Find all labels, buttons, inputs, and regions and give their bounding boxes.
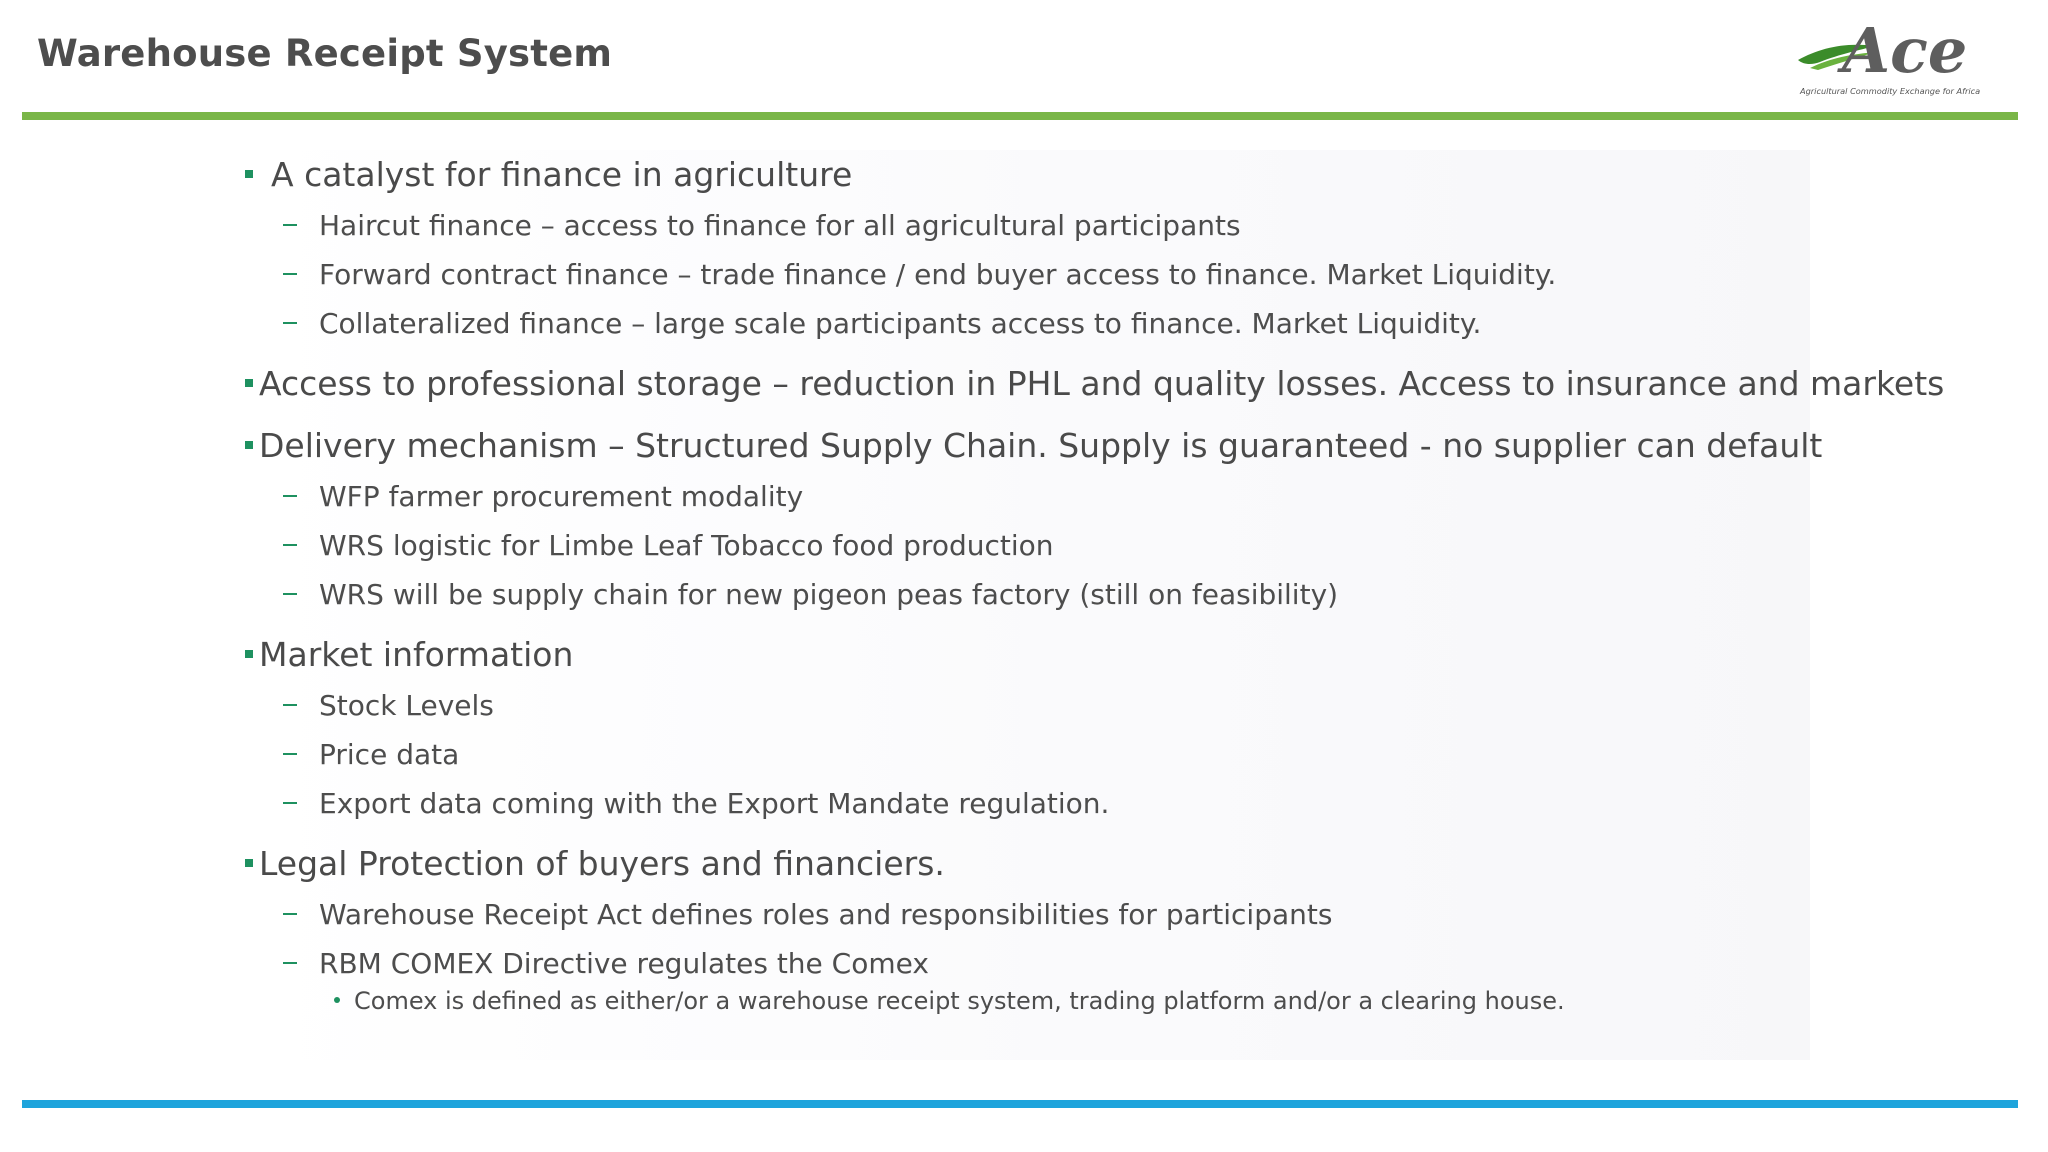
dash-bullet-icon	[283, 704, 297, 706]
sub-bullet-item	[245, 688, 1945, 724]
bullet-list	[245, 155, 1945, 1016]
square-bullet-icon	[245, 650, 253, 658]
bullet-text: Legal Protection of buyers and financiers.	[259, 844, 945, 883]
bullet-item	[245, 364, 1945, 404]
bullet-item	[245, 844, 1945, 884]
sub-bullet-item	[245, 208, 1945, 244]
sub-bullet-text: WRS logistic for Limbe Leaf Tobacco food production	[319, 529, 1054, 562]
bullet-item	[245, 426, 1945, 466]
sub-bullet-text: Collateralized finance – large scale participants access to finance. Market Liquidity.	[319, 307, 1482, 340]
sub-bullet-item	[245, 577, 1945, 613]
sub-bullet-text: RBM COMEX Directive regulates the Comex	[319, 947, 929, 980]
dash-bullet-icon	[283, 224, 297, 226]
square-bullet-icon	[245, 379, 253, 387]
dot-bullet-icon	[334, 997, 340, 1003]
dash-bullet-icon	[283, 273, 297, 275]
dash-bullet-icon	[283, 962, 297, 964]
sub-bullet-text: Forward contract finance – trade finance / end buyer access to finance. Market Liquidity.	[319, 258, 1557, 291]
bullet-text: Access to professional storage – reduction in PHL and quality losses. Access to insurance and markets	[259, 364, 1945, 403]
bullet-item	[245, 635, 1945, 675]
sub-sub-bullet-item	[245, 986, 1945, 1016]
sub-bullet-text: Export data coming with the Export Mandate regulation.	[319, 787, 1110, 820]
header-rule	[22, 112, 2018, 120]
square-bullet-icon	[245, 170, 253, 178]
sub-bullet-item	[245, 737, 1945, 773]
bullet-text: Market information	[259, 635, 574, 674]
sub-bullet-item	[245, 946, 1945, 982]
dash-bullet-icon	[283, 495, 297, 497]
logo-tagline: Agricultural Commodity Exchange for Africa	[1800, 86, 1981, 96]
dash-bullet-icon	[283, 753, 297, 755]
sub-bullet-item	[245, 786, 1945, 822]
dash-bullet-icon	[283, 593, 297, 595]
sub-bullet-text: WRS will be supply chain for new pigeon peas factory (still on feasibility)	[319, 578, 1339, 611]
dash-bullet-icon	[283, 802, 297, 804]
footer-rule	[22, 1100, 2018, 1108]
dash-bullet-icon	[283, 913, 297, 915]
sub-bullet-item	[245, 528, 1945, 564]
logo-wordmark: Ace	[1842, 14, 1968, 87]
sub-bullet-text: Price data	[319, 738, 460, 771]
square-bullet-icon	[245, 859, 253, 867]
ace-logo	[1790, 10, 2000, 100]
sub-bullet-text: Warehouse Receipt Act defines roles and responsibilities for participants	[319, 898, 1333, 931]
bullet-text: Delivery mechanism – Structured Supply Chain. Supply is guaranteed - no supplier can default	[259, 426, 1823, 465]
sub-bullet-item	[245, 897, 1945, 933]
bullet-text: A catalyst for finance in agriculture	[271, 155, 853, 194]
dash-bullet-icon	[283, 322, 297, 324]
sub-bullet-item	[245, 257, 1945, 293]
sub-sub-bullet-text: Comex is defined as either/or a warehouse receipt system, trading platform and/or a clearing house.	[354, 987, 1565, 1015]
sub-bullet-text: Haircut finance – access to finance for all agricultural participants	[319, 209, 1241, 242]
dash-bullet-icon	[283, 544, 297, 546]
sub-bullet-item	[245, 479, 1945, 515]
square-bullet-icon	[245, 441, 253, 449]
sub-bullet-text: Stock Levels	[319, 689, 494, 722]
bullet-item	[245, 155, 1945, 195]
sub-bullet-text: WFP farmer procurement modality	[319, 480, 804, 513]
sub-bullet-item	[245, 306, 1945, 342]
slide-title: Warehouse Receipt System	[37, 32, 613, 75]
